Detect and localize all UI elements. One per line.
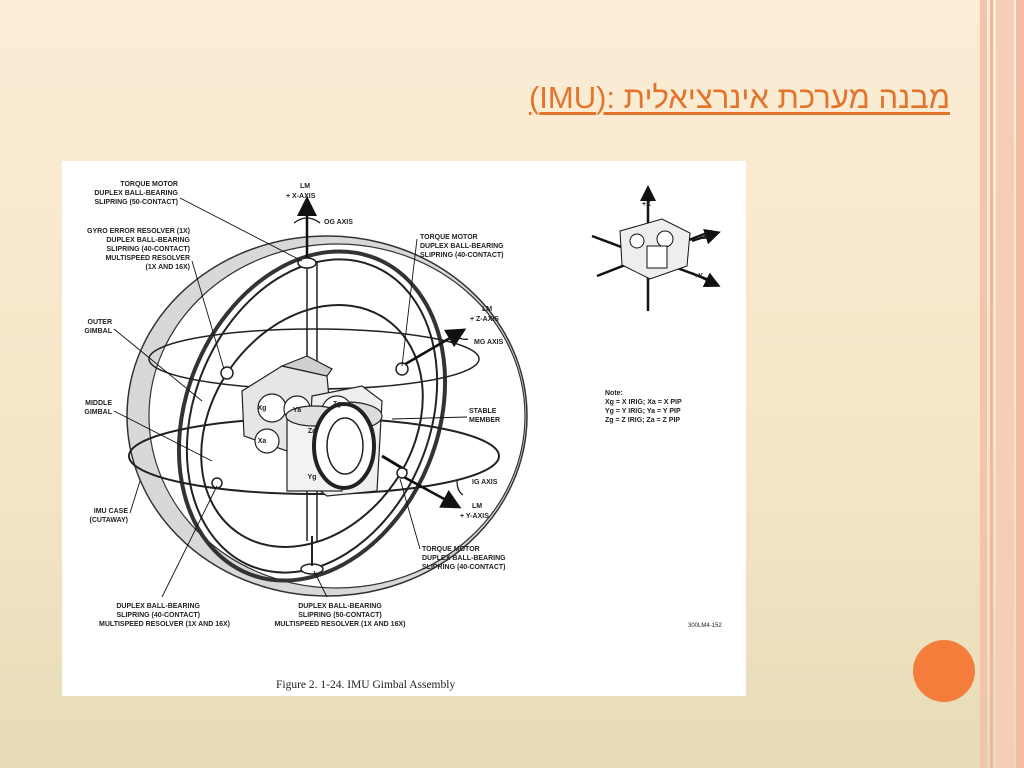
mini-axis-sketch (592, 189, 717, 311)
block-label-za: Za (307, 428, 317, 435)
svg-text:(CUTAWAY): (CUTAWAY) (89, 517, 128, 524)
block-label-zg: Zg (332, 401, 342, 408)
svg-text:DUPLEX BALL-BEARING: DUPLEX BALL-BEARING (420, 243, 504, 250)
svg-text:MEMBER: MEMBER (469, 417, 501, 424)
svg-text:DUPLEX BALL-BEARING: DUPLEX BALL-BEARING (94, 190, 178, 197)
svg-text:LM: LM (472, 503, 483, 510)
svg-text:MULTISPEED RESOLVER: MULTISPEED RESOLVER (105, 255, 190, 262)
figure-code: 300LM4-152 (688, 623, 722, 629)
svg-text:TORQUE MOTOR: TORQUE MOTOR (120, 181, 178, 188)
imu-gimbal-figure (62, 161, 746, 696)
svg-text:LM: LM (300, 183, 311, 190)
svg-text:Note:: Note: (605, 390, 623, 397)
svg-text:SLIPRING (50-CONTACT): SLIPRING (50-CONTACT) (298, 612, 382, 619)
svg-text:IMU CASE: IMU CASE (93, 508, 128, 515)
svg-text:(1X AND 16X): (1X AND 16X) (145, 264, 190, 271)
label-mg-axis: MG AXIS (474, 339, 504, 346)
svg-text:SLIPRING (50-CONTACT): SLIPRING (50-CONTACT) (94, 199, 178, 206)
svg-text:TORQUE MOTOR: TORQUE MOTOR (422, 546, 480, 553)
slide-title: מבנה מערכת אינרציאלית :(IMU) (528, 80, 950, 115)
label-torque-motor-bottom (422, 546, 506, 571)
decor-circle (913, 640, 975, 702)
svg-text:MULTISPEED RESOLVER (1X AND 16: MULTISPEED RESOLVER (1X AND 16X) (99, 621, 230, 628)
svg-text:DUPLEX BALL-BEARING: DUPLEX BALL-BEARING (298, 603, 382, 610)
svg-text:SLIPRING (40-CONTACT): SLIPRING (40-CONTACT) (116, 612, 200, 619)
block-label-ya: Ya (292, 407, 302, 414)
mini-axis-x-label: +X (642, 201, 651, 208)
decor-stripe-3 (996, 0, 1014, 768)
svg-text:SLIPRING (40-CONTACT): SLIPRING (40-CONTACT) (106, 246, 190, 253)
block-label-xa: Xa (257, 438, 267, 445)
block-label-xg: Xg (257, 405, 267, 412)
svg-text:MULTISPEED RESOLVER (1X AND 16: MULTISPEED RESOLVER (1X AND 16X) (274, 621, 406, 628)
svg-text:DUPLEX BALL-BEARING: DUPLEX BALL-BEARING (106, 237, 190, 244)
decor-stripe-4 (1016, 0, 1024, 768)
label-torque-motor-right (420, 234, 504, 259)
svg-text:STABLE: STABLE (469, 408, 497, 415)
label-bottom-left (99, 603, 230, 628)
svg-text:LM: LM (482, 306, 493, 313)
label-imu-case (90, 508, 129, 524)
decor-stripe-1 (980, 0, 987, 768)
block-label-yg: Yg (307, 474, 317, 481)
svg-text:+ X-AXIS: + X-AXIS (286, 193, 316, 200)
figure-caption: Figure 2. 1-24. IMU Gimbal Assembly (276, 679, 456, 691)
svg-text:OUTER: OUTER (87, 319, 112, 326)
svg-text:GIMBAL: GIMBAL (84, 409, 112, 416)
label-lm-x-axis (286, 183, 316, 200)
svg-text:GIMBAL: GIMBAL (84, 328, 112, 335)
svg-text:SLIPRING (40-CONTACT): SLIPRING (40-CONTACT) (420, 252, 504, 259)
svg-text:Xg = X IRIG; Xa = X PIP: Xg = X IRIG; Xa = X PIP (605, 399, 682, 406)
label-outer-gimbal (84, 319, 112, 335)
label-gyro-error-resolver (87, 228, 190, 271)
svg-text:GYRO ERROR RESOLVER (1X): GYRO ERROR RESOLVER (1X) (87, 228, 190, 235)
figure-note (605, 390, 682, 424)
svg-text:MIDDLE: MIDDLE (85, 400, 112, 407)
label-middle-gimbal (84, 400, 112, 416)
svg-text:+ Z-AXIS: + Z-AXIS (470, 316, 499, 323)
decor-stripe-2 (990, 0, 993, 768)
svg-text:DUPLEX BALL-BEARING: DUPLEX BALL-BEARING (422, 555, 506, 562)
label-torque-motor-top (94, 181, 178, 206)
mini-axis-y-label: +Y (694, 273, 703, 280)
svg-text:TORQUE MOTOR: TORQUE MOTOR (420, 234, 478, 241)
label-ig-axis: IG AXIS (472, 479, 498, 486)
label-og-axis: OG AXIS (324, 219, 353, 226)
svg-text:Yg = Y IRIG; Ya = Y PIP: Yg = Y IRIG; Ya = Y PIP (605, 408, 681, 415)
mini-axis-z-label: +Z (698, 234, 707, 241)
svg-text:DUPLEX BALL-BEARING: DUPLEX BALL-BEARING (116, 603, 200, 610)
imu-gimbal-drawing (62, 161, 746, 696)
svg-text:SLIPRING (40-CONTACT): SLIPRING (40-CONTACT) (422, 564, 506, 571)
svg-text:Zg = Z IRIG; Za = Z PIP: Zg = Z IRIG; Za = Z PIP (605, 417, 681, 424)
svg-text:+ Y-AXIS: + Y-AXIS (460, 513, 489, 520)
label-bottom-center (275, 603, 406, 628)
